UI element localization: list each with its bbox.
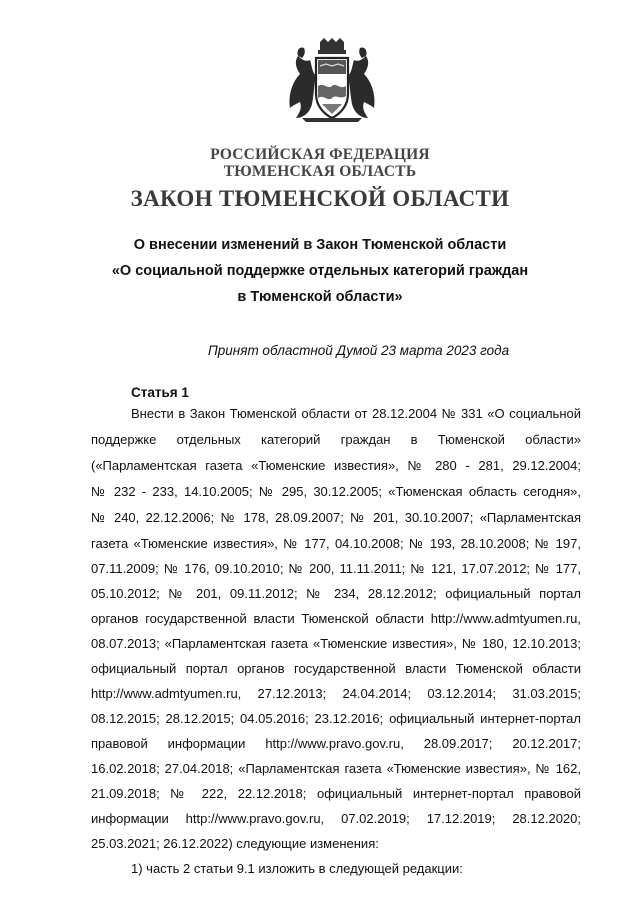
article-heading: Статья 1 [131, 385, 189, 400]
body-line: 21.09.2018; № 222, 22.12.2018; официальный интернет-портал правовой [91, 786, 581, 801]
body-line: информации http://www.pravo.gov.ru, 07.02.2019; 17.12.2019; 28.12.2020; [91, 811, 581, 826]
body-line: правовой информации http://www.pravo.gov.ru, 28.09.2017; 20.12.2017; [91, 736, 581, 751]
header-region: ТЮМЕНСКАЯ ОБЛАСТЬ [223, 163, 417, 180]
body-line: газета «Тюменские известия», № 177, 04.10.2008; № 193, 28.10.2008; № 197, [91, 536, 581, 551]
body-line: 08.07.2013; «Парламентская газета «Тюменские известия», № 180, 12.10.2013; [91, 636, 581, 651]
body-line: 05.10.2012; № 201, 09.11.2012; № 234, 28.12.2012; официальный портал [91, 586, 581, 601]
body-line: 08.12.2015; 28.12.2015; 04.05.2016; 23.12.2016; официальный интернет-портал [91, 711, 581, 726]
body-line: органов государственной власти Тюменской области http://www.admtyumen.ru, [91, 611, 581, 626]
body-line: 16.02.2018; 27.04.2018; «Парламентская газета «Тюменские известия», № 162, [91, 761, 581, 776]
body-line: Внести в Закон Тюменской области от 28.12.2004 № 331 «О социальной [131, 406, 581, 421]
body-line: 07.11.2009; № 176, 09.10.2010; № 200, 11.11.2011; № 121, 17.07.2012; № 177, [91, 561, 581, 576]
body-line: № 232 - 233, 14.10.2005; № 295, 30.12.2005; «Тюменская область сегодня», [91, 484, 581, 499]
body-line: № 240, 22.12.2006; № 178, 28.09.2007; № 201, 30.10.2007; «Парламентская [91, 510, 581, 525]
law-title: ЗАКОН ТЮМЕНСКОЙ ОБЛАСТИ [130, 186, 510, 211]
header-country: РОССИЙСКАЯ ФЕДЕРАЦИЯ [210, 146, 430, 163]
amendment-item: 1) часть 2 статьи 9.1 изложить в следующей редакции: [131, 861, 463, 876]
body-line: («Парламентская газета «Тюменские известия», № 280 - 281, 29.12.2004; [91, 458, 581, 473]
body-line: http://www.admtyumen.ru, 27.12.2013; 24.04.2014; 03.12.2014; 31.03.2015; [91, 686, 581, 701]
body-line: официальный портал органов государственной власти Тюменской области [91, 661, 581, 676]
coat-of-arms-emblem [282, 38, 382, 124]
subject-line: в Тюменской области» [237, 289, 403, 305]
subject-line: О внесении изменений в Закон Тюменской области [133, 237, 507, 253]
adoption-note: Принят областной Думой 23 марта 2023 года [208, 343, 510, 358]
body-line: поддержке отдельных категорий граждан в Тюменской области» [91, 432, 581, 447]
subject-line: «О социальной поддержке отдельных категорий граждан [111, 263, 529, 279]
body-line: 25.03.2021; 26.12.2022) следующие изменения: [91, 836, 379, 851]
